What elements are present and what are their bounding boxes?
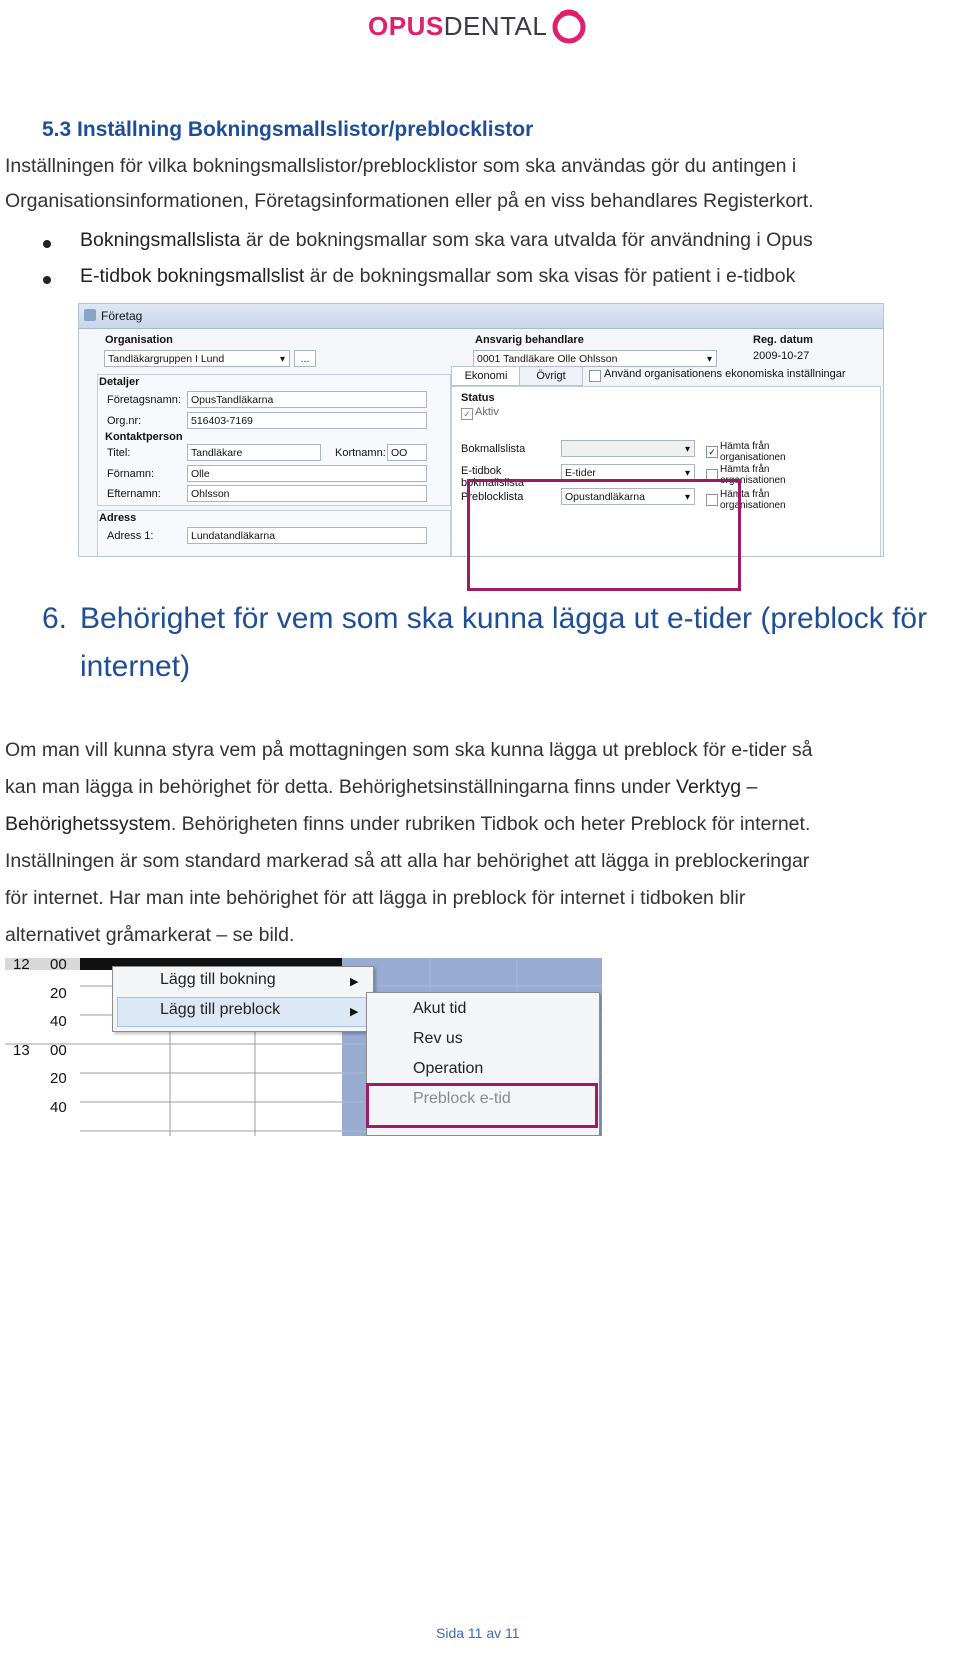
time-minute: 20 (50, 1070, 67, 1087)
menu-path-term: Behörighetssystem (5, 813, 171, 835)
bullet-item (80, 265, 795, 288)
preblocklista-label: Preblocklista (461, 491, 524, 503)
bullet-text: är de bokningsmallar som ska vara utvalda för användning i Opus (240, 229, 813, 251)
aktiv-label: Aktiv (475, 406, 499, 418)
tidbok-context-menu-screenshot (5, 958, 602, 1136)
hamta-bokmall-checkbox[interactable]: ✓ (706, 446, 718, 458)
reg-datum-value: 2009-10-27 (753, 350, 810, 362)
organisation-label: Organisation (105, 334, 173, 346)
bokmallslista-label: Bokmallslista (461, 443, 526, 455)
kortnamn-label: Kortnamn: (335, 447, 386, 459)
efternamn-field[interactable]: Ohlsson (187, 485, 427, 502)
time-minute: 20 (50, 985, 67, 1002)
page-footer: Sida 11 av 11 (436, 1625, 520, 1641)
hamta-label: Hämta från organisationen (720, 489, 786, 511)
kontaktperson-label: Kontaktperson (105, 431, 183, 443)
fornamn-label: Förnamn: (107, 468, 155, 480)
time-hour: 12 (13, 958, 30, 973)
paragraph-line: Inställningen är som standard markerad så att alla har behörighet att lägga in preblockeringar (5, 850, 810, 872)
section-heading-line: internet) (80, 650, 191, 683)
current-page: 11 (467, 1625, 483, 1641)
etidbok-bokmallslista-label: E-tidbok bokmallslista (461, 465, 524, 489)
status-label: Status (461, 392, 495, 404)
time-hour: 13 (13, 1042, 30, 1059)
browse-button[interactable]: ... (294, 350, 316, 367)
titel-label: Titel: (107, 447, 131, 459)
menu-item-rev-us[interactable]: Rev us (413, 1030, 463, 1047)
paragraph-line: Organisationsinformationen, Företagsinformationen eller på en viss behandlares Registerkort. (5, 190, 814, 212)
menu-item-akut-tid[interactable]: Akut tid (413, 1000, 467, 1017)
bullet-item (80, 229, 813, 252)
dialog-titlebar (79, 304, 883, 329)
paragraph-line: Inställningen för vilka bokningsmallslistor/preblocklistor som ska användas gör du antingen i (5, 155, 797, 177)
time-minute: 00 (50, 958, 67, 973)
total-pages: 11 (505, 1625, 520, 1641)
efternamn-label: Efternamn: (107, 488, 161, 500)
tab-ovrigt[interactable]: Övrigt (519, 366, 583, 386)
menu-item-preblock-e-tid[interactable]: Preblock e-tid (413, 1090, 511, 1107)
logo-opus-text: OPUS (368, 10, 444, 41)
preblocklista-select[interactable]: Opustandläkarna ▾ (561, 488, 695, 505)
highlight-box (366, 1083, 598, 1128)
bullet-dot (43, 240, 51, 248)
aktiv-checkbox[interactable]: ✓ (461, 408, 473, 420)
time-minute: 40 (50, 1099, 67, 1116)
adress-label: Adress (99, 512, 137, 524)
section-heading-line: Behörighet för vem som ska kunna lägga ut e-tider (preblock för (80, 602, 928, 635)
paragraph-line: alternativet gråmarkerat – se bild. (5, 924, 295, 946)
logo-dental-text: DENTAL (443, 10, 548, 41)
window-app-icon (84, 309, 96, 321)
menu-item-operation[interactable]: Operation (413, 1060, 484, 1077)
dialog-title: Företag (101, 309, 143, 323)
bullet-text: är de bokningsmallar som ska visas för patient i e-tidbok (304, 265, 796, 287)
adress1-field[interactable]: Lundatandläkarna (187, 527, 427, 544)
logo-ring-icon (551, 8, 587, 44)
kortnamn-field[interactable]: OO (387, 444, 427, 461)
foretagsnamn-field[interactable]: OpusTandläkarna (187, 391, 427, 408)
menu-item-lagg-till-bokning[interactable]: Lägg till bokning (160, 971, 276, 988)
titel-field[interactable]: Tandläkare (187, 444, 321, 461)
paragraph-line: för internet. Har man inte behörighet för att lägga in preblock för internet i tidboken blir (5, 887, 746, 909)
orgnr-field[interactable]: 516403-7169 (187, 412, 427, 429)
organisation-select[interactable]: Tandläkargruppen I Lund ▾ (104, 350, 290, 367)
tab-ekonomi[interactable]: Ekonomi (451, 366, 521, 386)
orgnr-label: Org.nr: (107, 415, 142, 427)
submenu-arrow-icon: ▶ (350, 1006, 359, 1018)
hamta-label: Hämta från organisationen (720, 441, 786, 463)
section-heading-6 (42, 596, 942, 692)
bullet-dot (43, 276, 51, 284)
use-org-econ-checkbox[interactable] (589, 370, 601, 382)
reg-datum-label: Reg. datum (753, 334, 813, 346)
bullet-term: Bokningsmallslista (80, 229, 241, 251)
bullet-term: E-tidbok bokningsmallslist (80, 265, 305, 287)
detaljer-label: Detaljer (99, 376, 140, 388)
use-org-econ-label: Använd organisationens ekonomiska inställningar (604, 368, 846, 380)
fornamn-field[interactable]: Olle (187, 465, 427, 482)
menu-path-term: Verktyg – (676, 776, 758, 798)
etidbok-bokmallslista-select[interactable]: E-tider ▾ (561, 464, 695, 481)
hamta-label: Hämta från organisationen (720, 464, 786, 486)
adress1-label: Adress 1: (107, 530, 154, 542)
paragraph-line: Behörighetssystem. Behörigheten finns under rubriken Tidbok och heter Preblock för internet. (5, 813, 811, 835)
opusdental-logo (368, 6, 587, 46)
ansvarig-behandlare-select[interactable]: 0001 Tandläkare Olle Ohlsson ▾ (473, 350, 717, 367)
time-minute: 00 (50, 1042, 67, 1059)
section-heading-5-3: 5.3 Inställning Bokningsmallslistor/preblocklistor (42, 118, 534, 141)
submenu-arrow-icon: ▶ (350, 976, 359, 988)
foretagsnamn-label: Företagsnamn: (107, 394, 181, 406)
ansvarig-behandlare-label: Ansvarig behandlare (475, 334, 584, 346)
menu-item-lagg-till-preblock[interactable]: Lägg till preblock (160, 1001, 281, 1018)
paragraph-line: Om man vill kunna styra vem på mottagningen som ska kunna lägga ut preblock för e-tider så (5, 739, 813, 761)
section-number: 6. (42, 602, 68, 635)
time-minute: 40 (50, 1013, 67, 1030)
highlight-box (467, 479, 741, 591)
bokmallslista-select[interactable] (561, 440, 695, 457)
paragraph-line: kan man lägga in behörighet för detta. Behörighetsinställningarna finns under Verktyg – (5, 776, 758, 798)
